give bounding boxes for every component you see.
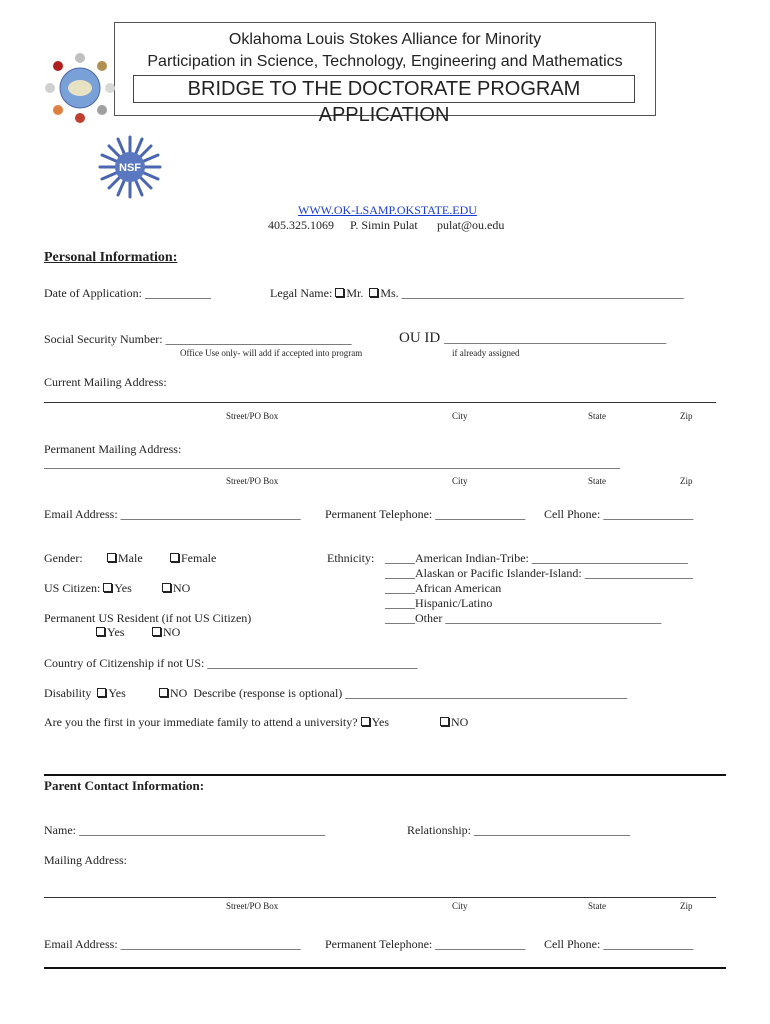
ouid-field[interactable]: [399, 329, 666, 347]
describe-field[interactable]: Describe (response is optional) _______________________________________________: [193, 686, 628, 700]
ouid-note: if already assigned: [452, 348, 520, 358]
permanent-telephone-field[interactable]: Permanent Telephone: _______________: [325, 507, 526, 521]
resident-yes-option[interactable]: [96, 625, 124, 640]
city-caption: City: [452, 476, 468, 486]
disability-no-checkbox[interactable]: [159, 688, 168, 697]
contact-phone: 405.325.1069: [268, 218, 334, 232]
first-family-field[interactable]: [44, 715, 389, 730]
zip-caption: Zip: [680, 476, 693, 486]
parent-permanent-telephone-field[interactable]: Permanent Telephone: _______________: [325, 937, 526, 951]
disability-field[interactable]: [44, 686, 126, 701]
disability-label: Disability: [44, 686, 95, 700]
legal-name-field[interactable]: [270, 286, 684, 301]
yes-label: Yes: [371, 715, 390, 729]
parent-mailing-label: Mailing Address:: [44, 853, 127, 867]
ms-label: Ms. _______________________________________________: [380, 286, 684, 300]
street-caption: Street/PO Box: [226, 476, 279, 486]
nsf-logo: [96, 134, 164, 205]
state-caption: State: [588, 901, 606, 911]
alliance-seal-logo: [44, 52, 116, 129]
zip-caption: Zip: [680, 411, 693, 421]
street-caption: Street/PO Box: [226, 411, 279, 421]
ms-checkbox[interactable]: [369, 288, 378, 297]
first-family-no-checkbox[interactable]: [440, 717, 449, 726]
permanent-resident-label: Permanent US Resident (if not US Citizen): [44, 611, 252, 625]
parent-email-field[interactable]: Email Address: ______________________________: [44, 937, 301, 951]
female-checkbox[interactable]: [170, 553, 179, 562]
email-field[interactable]: Email Address: ______________________________: [44, 507, 301, 521]
mr-checkbox[interactable]: [335, 288, 344, 297]
contact-email: pulat@ou.edu: [437, 218, 505, 232]
disability-yes-checkbox[interactable]: [97, 688, 106, 697]
gender-label: Gender:: [44, 551, 83, 565]
website-link[interactable]: WWW.OK-LSAMP.OKSTATE.EDU: [298, 203, 477, 217]
permanent-address-label: Permanent Mailing Address:: [44, 442, 182, 456]
yes-label: Yes: [107, 625, 125, 639]
male-label: Male: [118, 551, 143, 565]
no-label: NO: [451, 715, 469, 729]
section-divider: [44, 774, 726, 776]
country-of-citizenship-field[interactable]: Country of Citizenship if not US: ___________________________________: [44, 656, 418, 670]
female-label: Female: [181, 551, 217, 565]
citizen-no-checkbox[interactable]: [162, 583, 171, 592]
relationship-field[interactable]: Relationship: __________________________: [407, 823, 630, 837]
ethnicity-option[interactable]: _____American Indian-Tribe: __________________________: [385, 551, 688, 565]
ethnicity-option[interactable]: _____Hispanic/Latino: [385, 596, 493, 610]
personal-info-heading: Personal Information:: [44, 250, 178, 265]
cell-phone-field[interactable]: Cell Phone: _______________: [544, 507, 694, 521]
yes-label: Yes: [108, 686, 126, 700]
header-line-2: Participation in Science, Technology, Engineering and Mathematics: [147, 53, 623, 70]
header-line-1: Oklahoma Louis Stokes Alliance for Minority: [228, 31, 542, 48]
resident-yes-checkbox[interactable]: [96, 627, 105, 636]
bottom-divider: [44, 967, 726, 969]
state-caption: State: [588, 476, 606, 486]
contact-name: P. Simin Pulat: [350, 218, 418, 232]
header-box: [114, 22, 656, 126]
first-family-yes-checkbox[interactable]: [361, 717, 370, 726]
page-title: BRIDGE TO THE DOCTORATE PROGRAM APPLICATION: [133, 75, 635, 103]
us-citizen-label: US Citizen:: [44, 581, 104, 595]
disability-no-option[interactable]: [159, 686, 627, 701]
ethnicity-option[interactable]: _____African American: [385, 581, 502, 595]
zip-caption: Zip: [680, 901, 693, 911]
legal-name-label: Legal Name:: [270, 286, 336, 300]
city-caption: City: [452, 901, 468, 911]
current-address-label: Current Mailing Address:: [44, 375, 167, 389]
yes-label: Yes: [114, 581, 132, 595]
ethnicity-label: Ethnicity:: [327, 551, 375, 565]
parent-name-field[interactable]: Name: _________________________________________: [44, 823, 325, 837]
parent-cell-phone-field[interactable]: Cell Phone: _______________: [544, 937, 694, 951]
resident-no-checkbox[interactable]: [152, 627, 161, 636]
no-label: NO: [173, 581, 191, 595]
nsf-logo-text: NSF: [119, 162, 141, 174]
mr-label: Mr.: [346, 286, 364, 300]
female-option[interactable]: [170, 551, 216, 566]
no-label: NO: [163, 625, 181, 639]
date-of-application-field[interactable]: Date of Application: ___________: [44, 286, 211, 300]
ssn-note: Office Use only- will add if accepted into program: [180, 348, 363, 358]
citizen-yes-checkbox[interactable]: [103, 583, 112, 592]
current-address-line[interactable]: [44, 402, 716, 403]
first-family-label: Are you the first in your immediate family to attend a university?: [44, 715, 361, 729]
ethnicity-option[interactable]: _____Alaskan or Pacific Islander-Island: __________________: [385, 566, 693, 580]
permanent-address-line[interactable]: ________________________________________________________________________________________________: [44, 456, 620, 470]
parent-contact-heading: Parent Contact Information:: [44, 778, 205, 793]
male-checkbox[interactable]: [107, 553, 116, 562]
parent-address-line[interactable]: [44, 897, 716, 898]
resident-no-option[interactable]: [152, 625, 180, 640]
citizen-no-option[interactable]: [162, 581, 190, 596]
street-caption: Street/PO Box: [226, 901, 279, 911]
city-caption: City: [452, 411, 468, 421]
state-caption: State: [588, 411, 606, 421]
male-option[interactable]: [107, 551, 143, 566]
ethnicity-option[interactable]: _____Other ____________________________________: [385, 611, 662, 625]
first-family-no-option[interactable]: [440, 715, 468, 730]
ssn-field[interactable]: Social Security Number: _______________________________: [44, 332, 352, 346]
ouid-label: OU ID: [399, 330, 441, 346]
no-label: NO: [170, 686, 188, 700]
ouid-line: _____________________________________: [444, 331, 667, 345]
us-citizen-field[interactable]: [44, 581, 132, 596]
